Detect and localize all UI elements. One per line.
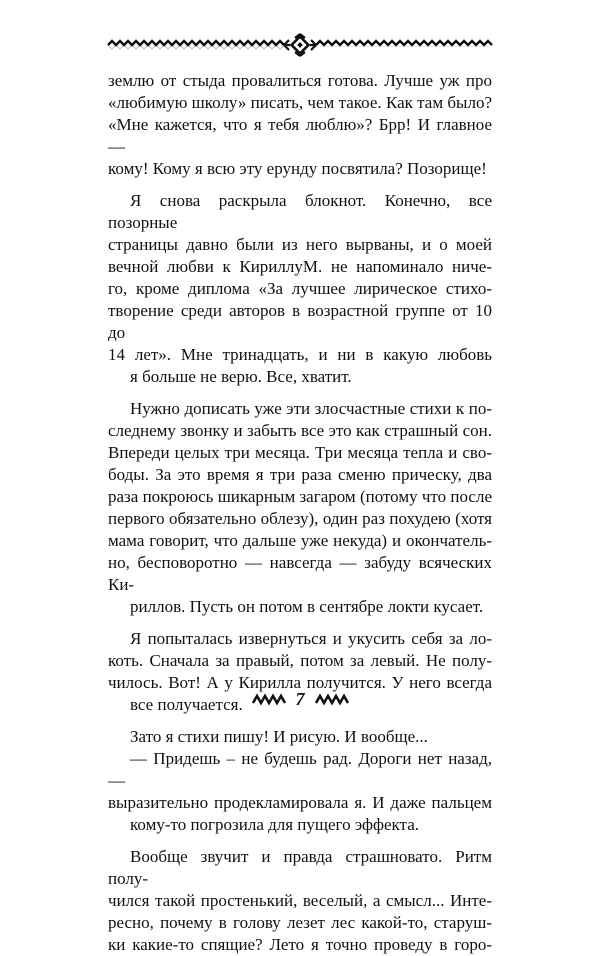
paragraph <box>108 70 492 180</box>
text-line: следнему звонку и забыть все это как страшный сон. <box>108 421 492 440</box>
text-line: Зато я стихи пишу! И рисую. И вообще... <box>130 727 428 746</box>
text-line: Вообще звучит и правда страшновато. Ритм полу- <box>108 847 492 888</box>
text-line: кому-то погрозила для пущего эффекта. <box>130 815 419 834</box>
paragraph <box>108 748 492 836</box>
text-line: — Придешь – не будешь рад. Дороги нет назад, — <box>108 749 492 790</box>
text-line: творение среди авторов в возрастной группе от 10 до <box>108 301 492 342</box>
text-line: ки какие-то спящие? Лето я точно проведу в горо- <box>108 935 492 954</box>
text-line: Впереди целых три месяца. Три месяца тепла и сво- <box>108 443 492 462</box>
text-line: кому! Кому я всю эту ерунду посвятила? Позорище! <box>108 159 487 178</box>
text-line: я больше не верю. Все, хватит. <box>130 367 352 386</box>
text-line: раза покроюсь шикарным загаром (потому что после <box>108 487 492 506</box>
text-line: ресно, почему в голову лезет лес какой-то, старуш- <box>108 913 492 932</box>
text-line: 14 лет». Мне тринадцать, и ни в какую любовь <box>108 345 492 364</box>
ornament-divider-icon <box>108 34 492 56</box>
text-line: Нужно дописать уже эти злосчастные стихи к по- <box>130 399 492 418</box>
footer-ornament-right-icon <box>315 692 349 706</box>
text-line: го, кроме диплома «За лучшее лирическое стихо- <box>108 279 492 298</box>
text-line: боды. За это время я три раза сменю прическу, два <box>108 465 492 484</box>
paragraph <box>108 190 492 388</box>
paragraph <box>108 398 492 618</box>
text-line: коть. Сначала за правый, потом за левый. Не полу- <box>108 651 492 670</box>
text-line: выразительно продекламировала я. И даже пальцем <box>108 793 492 812</box>
text-line: все получается. <box>130 695 243 714</box>
text-line: вечной любви к КириллуМ. не напоминало ниче- <box>108 257 492 276</box>
page-number: 7 <box>295 689 305 709</box>
page-footer <box>0 688 600 710</box>
paragraph <box>108 846 492 956</box>
text-line: чился такой простенький, веселый, а смысл... Инте- <box>108 891 492 910</box>
text-line: страницы давно были из него вырваны, и о моей <box>108 235 492 254</box>
text-line: «Мне кажется, что я тебя люблю»? Брр! И главное — <box>108 115 492 156</box>
text-line: риллов. Пусть он потом в сентябре локти кусает. <box>130 597 484 616</box>
text-line: «любимую школу» писать, чем такое. Как там было? <box>108 93 492 112</box>
paragraph <box>108 726 492 748</box>
text-line: мама говорит, что дальше уже некуда) и окончатель- <box>108 531 492 550</box>
footer-ornament-left-icon <box>252 692 286 706</box>
text-line: Я снова раскрыла блокнот. Конечно, все позорные <box>108 191 492 232</box>
body-text <box>108 70 492 956</box>
text-line: Я попыталась извернуться и укусить себя за ло- <box>130 629 492 648</box>
text-line: землю от стыда провалиться готова. Лучше уж про <box>108 71 492 90</box>
text-line: но, бесповоротно — навсегда — забуду всяческих Ки- <box>108 553 492 594</box>
text-line: чилось. Вот! А у Кирилла получится. У него всегда <box>108 673 492 692</box>
text-line: первого обязательно облезу), один раз похудею (хотя <box>108 509 492 528</box>
